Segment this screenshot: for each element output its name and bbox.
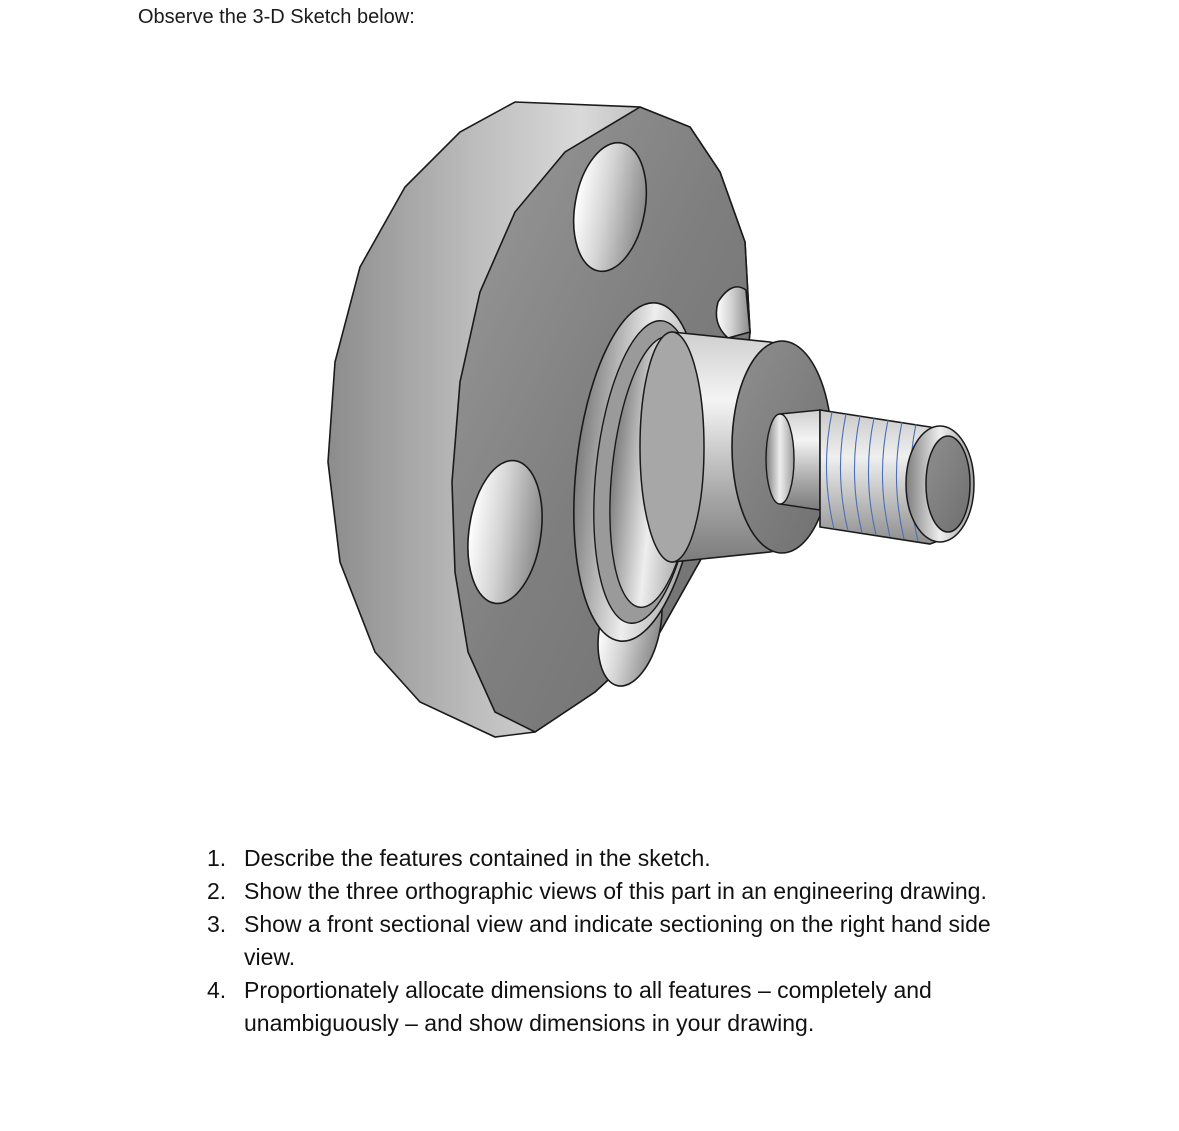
question-number: 4. — [207, 977, 227, 1003]
question-text: Show the three orthographic views of this part in an engineering drawing. — [244, 878, 987, 904]
question-item — [204, 842, 1024, 875]
question-text: Show a front sectional view and indicate sectioning on the right hand side view. — [244, 911, 991, 970]
question-list — [204, 842, 1024, 1040]
part-sketch-figure — [300, 92, 980, 742]
question-item — [204, 908, 1024, 974]
question-text: Describe the features contained in the sketch. — [244, 845, 711, 871]
question-text: Proportionately allocate dimensions to all features – completely and unambiguously – and show dimensions in your drawing. — [244, 977, 932, 1036]
shaft-base-edge — [640, 332, 704, 562]
question-item — [204, 875, 1024, 908]
thread-relief-edge — [766, 414, 794, 504]
question-item — [204, 974, 1024, 1040]
question-number: 2. — [207, 878, 227, 904]
question-number: 1. — [207, 845, 227, 871]
part-sketch-svg — [300, 92, 980, 742]
thread-end-face — [926, 436, 970, 532]
question-number: 3. — [207, 911, 227, 937]
intro-text: Observe the 3-D Sketch below: — [138, 6, 415, 28]
